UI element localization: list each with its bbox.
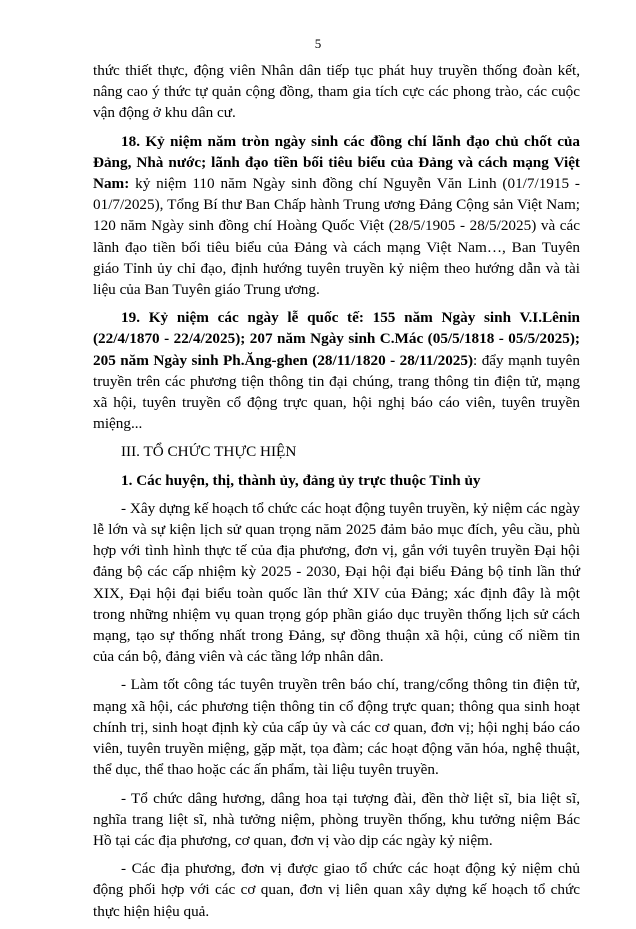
paragraph-continuation: thức thiết thực, động viên Nhân dân tiếp tục phát huy truyền thống đoàn kết, nâng cao ý thức tự quản cộng đồng, tham gia tích cực các phong trào, các cuộc vận động ở khu dân cư. [93, 62, 580, 122]
item-19-text: : đẩy mạnh tuyên truyền trên các phương tiện thông tin đại chúng, trang thông tin điện tử, mạng xã hội, tuyên truyền cổ động trực quan, hội nghị báo cáo viên, tuyên truyền miệng... [93, 351, 580, 433]
bullet-paragraph-1: - Xây dựng kế hoạch tổ chức các hoạt động tuyên truyền, kỷ niệm các ngày lễ lớn và sự kiện lịch sử quan trọng năm 2025 đảm bảo mục đích, yêu cầu, phù hợp với tình hình thực tế của địa phương, đơn vị, gắn với tuyên truyền Đại hội đảng bộ các cấp nhiệm kỳ 2025 - 2030, Đại hội đại biểu Đảng bộ tỉnh lần thứ XIX, Đại hội đại biểu toàn quốc lần thứ XIV của Đảng; xác định đây là một trong những nhiệm vụ quan trọng góp phần giáo dục truyền thống lịch sử cách mạng, tạo sự thống nhất trong Đảng, sự đồng thuận xã hội, củng cố niềm tin của cán bộ, đảng viên và các tầng lớp nhân dân. [93, 499, 580, 666]
paragraph-item-18 [93, 131, 580, 301]
page-number: 5 [314, 36, 322, 51]
section-heading: III. TỔ CHỨC THỰC HIỆN [121, 443, 297, 461]
bullet-paragraph-3: - Tổ chức dâng hương, dâng hoa tại tượng đài, đền thờ liệt sĩ, bia liệt sĩ, nghĩa trang liệt sĩ, nhà tưởng niệm, phòng truyền thống, khu tưởng niệm Bác Hồ tại các địa phương, cơ quan, đơn vị vào dịp các ngày kỷ niệm. [93, 789, 580, 849]
bullet-paragraph-4: - Các địa phương, đơn vị được giao tổ chức các hoạt động kỷ niệm chủ động phối hợp với các cơ quan, đơn vị liên quan xây dựng kế hoạch tổ chức thực hiện hiệu quả. [93, 860, 580, 920]
item-18-text: kỷ niệm 110 năm Ngày sinh đồng chí Nguyễn Văn Linh (01/7/1915 - 01/7/2025), Tổng Bí thư Ban Chấp hành Trung ương Đảng Cộng sản Việt Nam; 120 năm Ngày sinh đồng chí Hoàng Quốc Việt (28/5/1905 - 28/5/2025) và các lãnh đạo tiền bối tiêu biểu của Đảng và cách mạng Việt Nam…, Ban Tuyên giáo Tỉnh ủy chỉ đạo, định hướng tuyên truyền kỷ niệm theo hướng dẫn và tài liệu của Ban Tuyên giáo Trung ương. [93, 175, 580, 299]
document-body [93, 60, 580, 929]
paragraph-item-19 [93, 307, 580, 434]
subsection-heading [93, 470, 580, 491]
item-18-heading: 18. Kỷ niệm năm tròn ngày sinh các đồng chí lãnh đạo chủ chốt của Đảng, Nhà nước; lãnh đạo tiền bối tiêu biểu của Đảng và cách mạng Việt Nam: [93, 132, 580, 193]
subsection-heading-text: 1. Các huyện, thị, thành ủy, đảng ủy trực thuộc Tỉnh ủy [121, 471, 481, 489]
bullet-paragraph-2: - Làm tốt công tác tuyên truyền trên báo chí, trang/cổng thông tin điện tử, mạng xã hội, các phương tiện thông tin cổ động trực quan; thông qua sinh hoạt chính trị, sinh hoạt định kỳ của cấp ủy và các cơ quan, đơn vị; hội nghị báo cáo viên, tuyên truyền miệng, gặp mặt, tọa đàm; các hoạt động văn hóa, nghệ thuật, thể dục, thể thao hoặc các ấn phẩm, tài liệu tuyên truyền. [93, 676, 580, 779]
item-19-heading: 19. Kỷ niệm các ngày lễ quốc tế: 155 năm Ngày sinh V.I.Lênin (22/4/1870 - 22/4/2025); 207 năm Ngày sinh C.Mác (05/5/1818 - 05/5/2025); 205 năm Ngày sinh Ph.Ăng-ghen (28/11/1820 - 28/11/2025) [93, 309, 580, 369]
